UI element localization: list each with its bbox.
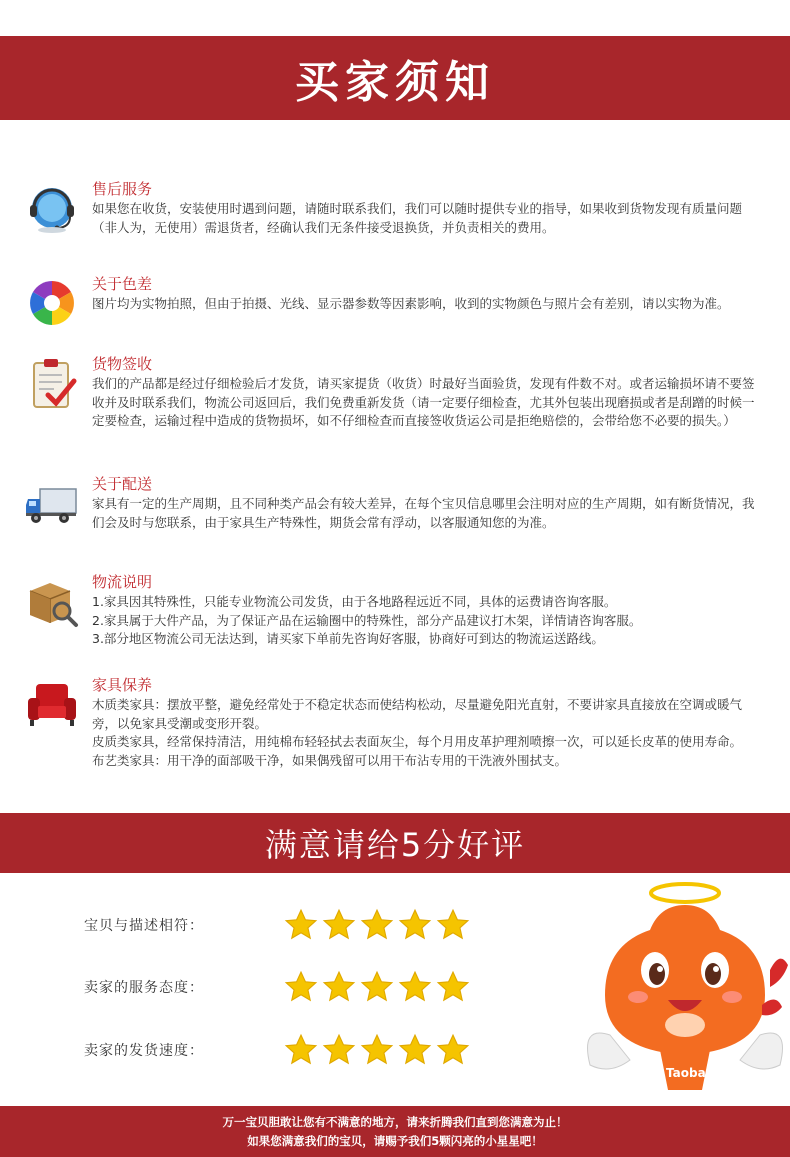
star-icon [436, 970, 470, 1004]
section-title: 货物签收 [92, 355, 153, 373]
star-rating [284, 970, 470, 1004]
section-text: 3.部分地区物流公司无法达到，请买家下单前先咨询好客服，协商好可到达的物流运送路线。 [92, 631, 604, 646]
star-icon [436, 908, 470, 942]
star-icon [436, 1033, 470, 1067]
header-banner [0, 36, 790, 120]
section-delivery [24, 475, 764, 532]
package-box-icon [24, 573, 80, 629]
color-wheel-icon [24, 275, 80, 331]
footer-banner [0, 1106, 790, 1157]
mascot-text: Taobao [666, 1066, 714, 1080]
rating-row-service [84, 970, 470, 1004]
rating-row-shipping [84, 1033, 470, 1067]
section-color-difference [24, 275, 764, 331]
star-rating [284, 908, 470, 942]
rating-banner [0, 813, 790, 873]
star-icon [322, 1033, 356, 1067]
section-title: 关于配送 [92, 475, 153, 493]
section-title: 物流说明 [92, 573, 153, 591]
rating-label: 卖家的服务态度： [84, 980, 204, 996]
rating-label: 宝贝与描述相符： [84, 918, 204, 934]
section-text: 1.家具因其特殊性，只能专业物流公司发货，由于各地路程远近不同，具体的运费请咨询客服。 [92, 594, 617, 609]
section-logistics [24, 573, 764, 649]
section-title: 家具保养 [92, 676, 153, 694]
section-goods-signing [24, 355, 764, 431]
rating-label: 卖家的发货速度： [84, 1043, 204, 1059]
page-title: 买家须知 [295, 57, 495, 108]
star-icon [360, 1033, 394, 1067]
star-icon [398, 908, 432, 942]
section-text: 布艺类家具：用干净的面部吸干净，如果偶残留可以用干布沾专用的干洗液外围拭支。 [92, 752, 568, 768]
section-text: 我们的产品都是经过仔细检验后才发货，请买家提货（收货）时最好当面验货，发现有件数不对。或者运输损坏请不要签收并及时联系我们，物流公司返回后，我们免费重新发货（请一定要仔细检查，尤其外包装出现磨损或者是刮蹭的时候一定要检查，运输过程中造成的货物损坏，如不仔细检查而直接签收货运公司是拒绝赔偿的，会带给您不必要的损失。） [92, 376, 755, 428]
star-icon [284, 970, 318, 1004]
star-icon [360, 908, 394, 942]
rating-row-description [84, 908, 470, 942]
taobao-mascot-image [580, 875, 790, 1105]
star-icon [398, 970, 432, 1004]
clipboard-check-icon [24, 355, 80, 411]
section-text: 2.家具属于大件产品，为了保证产品在运输圈中的特殊性，部分产品建议打木架，详情请咨询客服。 [92, 612, 642, 628]
section-text: 图片均为实物拍照，但由于拍摄、光线、显示器参数等因素影响，收到的实物颜色与照片会有差别，请以实物为准。 [92, 296, 730, 311]
footer-line: 万一宝贝胆敢让您有不满意的地方，请来折腾我们直到您满意为止！ [222, 1114, 568, 1129]
star-icon [398, 1033, 432, 1067]
star-icon [322, 908, 356, 942]
section-furniture-care [24, 676, 764, 770]
rating-title: 满意请给5分好评 [264, 826, 526, 864]
star-icon [284, 1033, 318, 1067]
armchair-icon [24, 676, 80, 732]
delivery-truck-icon [24, 475, 80, 531]
section-title: 售后服务 [92, 180, 153, 198]
star-icon [284, 908, 318, 942]
star-icon [322, 970, 356, 1004]
section-text: 如果您在收货，安装使用时遇到问题，请随时联系我们，我们可以随时提供专业的指导，如果收到货物发现有质量问题（非人为，无使用）需退货者，经确认我们无条件接受退换货，并负责相关的费用。 [92, 201, 743, 235]
section-text: 皮质类家具，经常保持清洁，用纯棉布轻轻拭去表面灰尘，每个月用皮革护理剂喷擦一次，可以延长皮革的使用寿命。 [92, 734, 743, 749]
star-rating [284, 1033, 470, 1067]
section-text: 木质类家具：摆放平整，避免经常处于不稳定状态而使结构松动，尽量避免阳光直射，不要讲家具直接放在空调或暖气旁，以免家具受潮或变形开裂。 [92, 697, 743, 731]
headset-support-icon [24, 180, 80, 236]
section-title: 关于色差 [92, 275, 153, 293]
footer-line: 如果您满意我们的宝贝，请赐予我们5颗闪亮的小星星吧！ [247, 1133, 543, 1148]
section-text: 家具有一定的生产周期，且不同种类产品会有较大差异，在每个宝贝信息哪里会注明对应的生产周期，如有断货情况，我们会及时与您联系，由于家具生产特殊性，期货会常有浮动，以客服通知您的为准。 [92, 496, 755, 530]
star-icon [360, 970, 394, 1004]
section-after-sales [24, 180, 764, 237]
